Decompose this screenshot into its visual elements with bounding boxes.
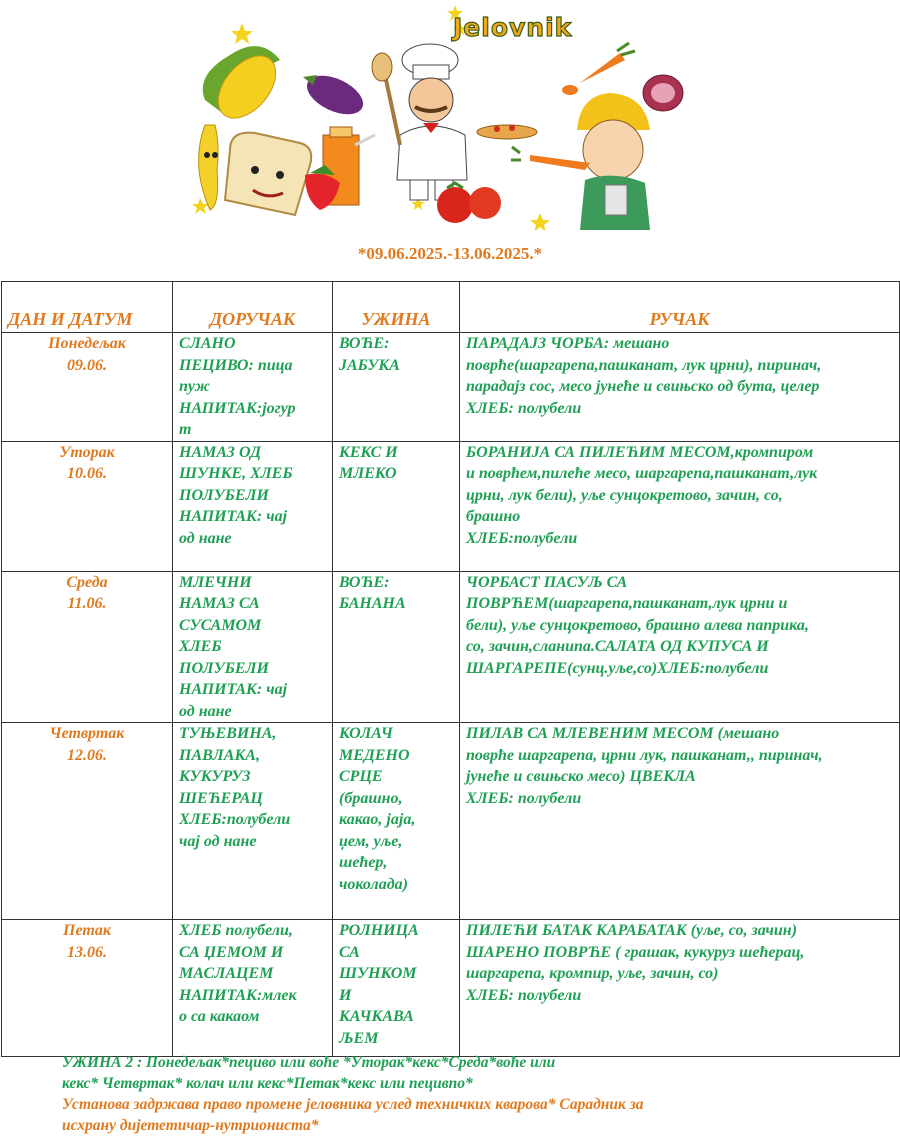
snack-line: КЕКС И (339, 443, 398, 461)
day-cell (2, 441, 173, 571)
breakfast-line: СЛАНО (179, 335, 236, 352)
lunch-cell (460, 723, 900, 920)
eggplant-icon (301, 68, 369, 122)
lunch-line: ХЛЕБ: полубели (466, 399, 582, 417)
breakfast-cell (173, 723, 333, 920)
snack-line: ВОЋЕ: (339, 573, 390, 591)
breakfast-line: чај од нане (179, 832, 257, 850)
breakfast-line: ХЛЕБ (179, 638, 222, 655)
column-header-day: ДАН И ДАТУМ (2, 282, 173, 333)
table-row (2, 571, 900, 723)
header-illustration (185, 5, 685, 230)
carrot-icon (562, 43, 635, 95)
bread-icon (225, 133, 311, 215)
lunch-line: ПИЛЕЋИ БАТАК КАРАБАТАК (уље, со, зачин) (466, 922, 798, 939)
breakfast-line: ШУНКЕ, ХЛЕБ (179, 465, 293, 482)
table-header-row (2, 282, 900, 333)
breakfast-cell (173, 571, 333, 723)
day-cell (2, 723, 173, 920)
snack2-line-2: кекс* Четвртак* колач или кекс*Петак*кекс или пецивпо* (62, 1075, 473, 1092)
breakfast-line: т (179, 421, 192, 438)
lunch-line: ХЛЕБ:полубели (466, 529, 578, 547)
breakfast-line: МАСЛАЦЕМ (179, 965, 274, 982)
breakfast-line: МЛЕЧНИ (179, 573, 252, 591)
lunch-cell (460, 920, 900, 1057)
breakfast-line: ХЛЕБ:полубели (179, 811, 291, 828)
snack-line: СА (339, 943, 360, 961)
lunch-line: брашно (466, 508, 521, 525)
lunch-line: ПИЛАВ СА МЛЕВЕНИМ МЕСОМ (мешано (466, 725, 780, 742)
lunch-line: ШАРГАРЕПЕ(сунц.уље,со)ХЛЕБ:полубели (466, 659, 769, 677)
breakfast-line: СА ЏЕМОМ И (179, 943, 284, 961)
column-header-breakfast: ДОРУЧАК (173, 282, 333, 333)
snack-line: ШУНКОМ (339, 965, 417, 982)
snack-line: какао, јаја, (339, 811, 416, 828)
snack-line: И (339, 986, 352, 1004)
date-range: *09.06.2025.-13.06.2025.* (357, 244, 543, 263)
breakfast-line: ШЕЋЕРАЦ (179, 789, 263, 807)
corn-icon (203, 45, 287, 128)
snack-line: ЉЕМ (339, 1029, 379, 1047)
footer-notes (62, 1052, 822, 1136)
lunch-line: поврће(шаргарепа,пашканат, лук црни), пиринач, (466, 356, 822, 374)
table-row (2, 723, 900, 920)
breakfast-line: од нане (179, 529, 232, 547)
day-cell (2, 333, 173, 442)
lunch-line: ХЛЕБ: полубели (466, 789, 582, 807)
snack-cell (333, 920, 460, 1057)
lunch-line: црни, лук бели), уље сунцокретово, зачин, со, (466, 486, 783, 504)
table-row (2, 920, 900, 1057)
lunch-line: ПАРАДАЈЗ ЧОРБА: мешано (466, 335, 670, 352)
breakfast-line: од нане (179, 702, 232, 720)
breakfast-cell (173, 333, 333, 442)
lunch-line: поврће шаргарепа, црни лук, пашканат,, пиринач, (466, 746, 823, 764)
snack-cell (333, 723, 460, 920)
breakfast-line: НАМАЗ ОД (179, 443, 262, 461)
snack-line: чоколада) (339, 875, 408, 893)
day-cell (2, 920, 173, 1057)
snack-line: РОЛНИЦА (339, 922, 419, 939)
breakfast-line: ХЛЕБ полубели, (179, 922, 293, 939)
day-line: Среда (66, 573, 108, 591)
day-cell (2, 571, 173, 723)
chef-icon (372, 44, 537, 200)
lunch-cell (460, 571, 900, 723)
column-header-lunch: РУЧАК (460, 282, 900, 333)
snack-cell (333, 571, 460, 723)
breakfast-line: НАПИТАК:јогур (179, 399, 296, 417)
lunch-line: ЧОРБАСТ ПАСУЉ СА (466, 573, 628, 591)
lunch-line: јунеће и свињско месо) ЦВЕКЛА (466, 768, 696, 785)
snack-line: СРЦЕ (339, 768, 383, 785)
snack-line: КАЧКАВА (339, 1008, 414, 1025)
day-line: Четвртак (49, 725, 125, 742)
lunch-cell (460, 441, 900, 571)
snack-line: МЛЕКО (339, 465, 397, 482)
lunch-line: шаргарепа, кромпир, уље, зачин, со) (466, 965, 719, 982)
day-line: Петак (63, 922, 111, 939)
snack2-line-1: УЖИНА 2 : Понедељак*пециво или воће *Уторак*кекс*Среда*воће или (62, 1054, 556, 1071)
day-line: 12.06. (67, 746, 107, 764)
breakfast-cell (173, 920, 333, 1057)
snack-cell (333, 333, 460, 442)
lunch-line: со, зачин,сланипа.САЛАТА ОД КУПУСА И (466, 638, 769, 655)
lunch-line: БОРАНИЈА СА ПИЛЕЋИМ МЕСОМ,кромпиром (466, 443, 814, 461)
lunch-line: и поврћем,пилеће месо, шаргарепа,пашканат,лук (466, 465, 818, 482)
table-row (2, 441, 900, 571)
day-line: 11.06. (67, 595, 107, 612)
breakfast-line: ПОЛУБЕЛИ (179, 659, 269, 677)
menu-table (1, 281, 900, 1057)
snack-line: БАНАНА (339, 595, 406, 612)
snack-line: џем, уље, (339, 832, 403, 850)
banner-title: Jelovnik (453, 13, 573, 42)
breakfast-cell (173, 441, 333, 571)
lunch-line: ХЛЕБ: полубели (466, 986, 582, 1004)
breakfast-line: ПЕЦИВО: пица (179, 356, 293, 374)
lunch-line: парадајз сос, месо јунеће и свињско од бута, целер (466, 378, 820, 395)
breakfast-line: ПОЛУБЕЛИ (179, 486, 269, 504)
notice-line-1: Установа задржава право промене јеловника услед техничких кварова* Сарадник за (62, 1096, 644, 1113)
onion-icon (643, 75, 683, 111)
notice-line-2: исхрану дијететичар-нутриониста* (62, 1117, 319, 1134)
breakfast-line: НАПИТАК:млек (179, 986, 297, 1004)
snack-cell (333, 441, 460, 571)
column-header-snack: УЖИНА (333, 282, 460, 333)
lunch-line: бели), уље сунцокретово, брашно алева паприка, (466, 616, 809, 634)
breakfast-line: НАМАЗ СА (179, 595, 260, 612)
snack-line: шећер, (339, 854, 388, 871)
day-line: Понедељак (48, 335, 126, 352)
lunch-line: ПОВРЋЕМ(шаргарепа,пашканат,лук црни и (466, 595, 788, 612)
day-line: 09.06. (67, 356, 107, 374)
breakfast-line: КУКУРУЗ (179, 768, 251, 785)
table-row (2, 333, 900, 442)
day-line: 10.06. (67, 465, 107, 482)
day-line: 13.06. (67, 943, 107, 961)
breakfast-line: ТУЊЕВИНА, (179, 725, 277, 742)
lunch-line: ШАРЕНО ПОВРЋЕ ( грашак, кукуруз шећерац, (466, 943, 805, 961)
breakfast-line: НАПИТАК: чај (179, 681, 288, 698)
snack-line: КОЛАЧ (339, 725, 393, 742)
lunch-cell (460, 333, 900, 442)
day-line: Уторак (59, 443, 115, 461)
banana-icon (199, 125, 219, 210)
breakfast-line: СУСАМОМ (179, 616, 262, 634)
breakfast-line: пуж (179, 378, 210, 395)
snack-line: (брашно, (339, 789, 403, 807)
breakfast-line: НАПИТАК: чај (179, 508, 288, 525)
snack-line: МЕДЕНО (339, 746, 410, 764)
boy-icon (511, 93, 650, 230)
snack-line: ЈАБУКА (339, 356, 400, 374)
snack-line: ВОЋЕ: (339, 335, 390, 352)
breakfast-line: о са какаом (179, 1008, 260, 1025)
breakfast-line: ПАВЛАКА, (179, 746, 260, 764)
